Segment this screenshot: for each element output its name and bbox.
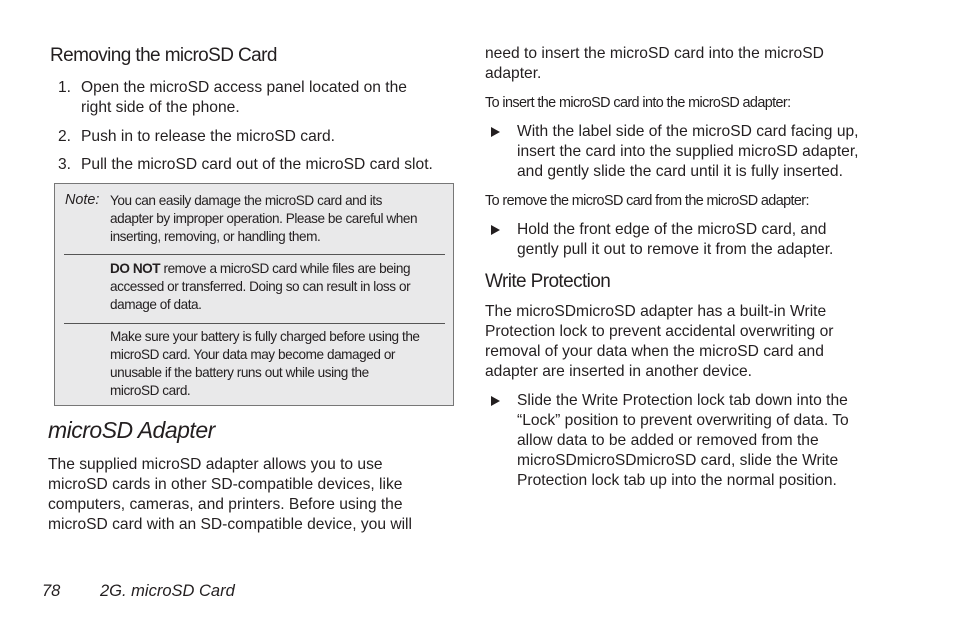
note-divider	[64, 323, 445, 324]
left-column	[50, 44, 460, 175]
insert-bullet: With the label side of the microSD card facing up, insert the card into the supplied microSD adapter, and gently slide the card until it is fully inserted.	[485, 122, 897, 182]
write-protection-paragraph: The microSDmicroSD adapter has a built-in Write Protection lock to prevent accidental overwriting or removal of your data when the microSD card and adapter are inserted in another device.	[485, 303, 834, 380]
adapter-section	[48, 416, 458, 535]
bullet-triangle-icon	[491, 127, 500, 137]
note-item-1: You can easily damage the microSD card and its adapter by improper operation. Please be careful when inserting, removing, or handling them.	[110, 193, 418, 244]
note-divider	[64, 254, 445, 255]
section-title-removing: Removing the microSD Card	[50, 45, 277, 66]
page-number: 78	[42, 582, 61, 600]
step-1: 1. Open the microSD access panel located on the right side of the phone.	[58, 79, 407, 116]
right-column	[485, 44, 897, 491]
step-3: 3. Pull the microSD card out of the microSD card slot.	[58, 156, 433, 173]
bullet-triangle-icon	[491, 225, 500, 235]
page-footer	[42, 582, 235, 601]
removal-steps	[50, 78, 460, 175]
note-label: Note:	[65, 192, 100, 208]
remove-bullet: Hold the front edge of the microSD card, and gently pull it out to remove it from the adapter.	[485, 220, 897, 260]
note-item-3: Make sure your battery is fully charged before using the microSD card. Your data may become damaged or unusable if the battery runs out while using the microSD card.	[110, 329, 420, 398]
footer-section-title: 2G. microSD Card	[100, 582, 235, 600]
adapter-paragraph: The supplied microSD adapter allows you to use microSD cards in other SD-compatible devices, like computers, cameras, and printers. Before using the microSD card with an SD-compatible device, you will	[48, 456, 412, 533]
heading-microsd-adapter: microSD Adapter	[48, 417, 215, 443]
bullet-triangle-icon	[491, 396, 500, 406]
remove-heading: To remove the microSD card from the microSD adapter:	[485, 193, 809, 209]
note-item-2: DO NOT remove a microSD card while files are being accessed or transferred. Doing so can result in loss or damage of data.	[110, 261, 411, 312]
insert-heading: To insert the microSD card into the microSD adapter:	[485, 95, 791, 111]
adapter-paragraph-continued: need to insert the microSD card into the microSD adapter.	[485, 45, 824, 82]
step-2: 2. Push in to release the microSD card.	[58, 128, 335, 145]
note-box	[54, 183, 454, 406]
write-protection-bullet: Slide the Write Protection lock tab down into the “Lock” position to prevent overwriting of data. To allow data to be added or removed from the microSDmicroSDmicroSD card, slide the Write Protection lock tab up into the normal position.	[485, 391, 897, 491]
section-title-write-protection: Write Protection	[485, 271, 611, 292]
